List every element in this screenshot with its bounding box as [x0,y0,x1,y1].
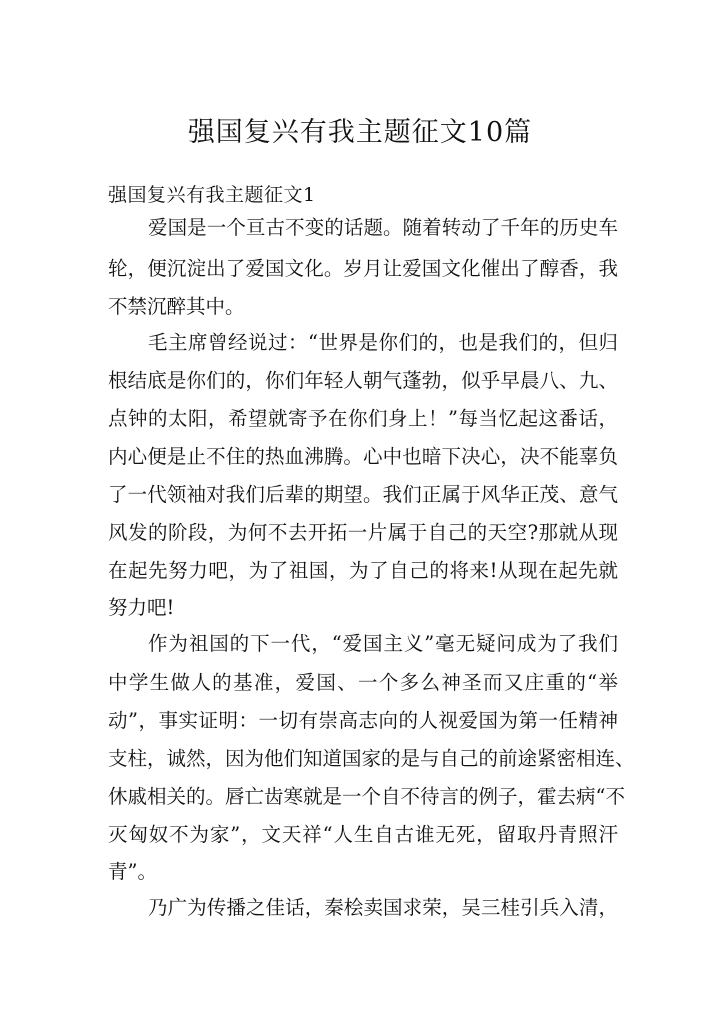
paragraph-line: 灭匈奴不为家”，文天祥“人生自古谁无死，留取丹青照汗 [108,823,618,846]
paragraph-line: 风发的阶段，为何不去开拓一片属于自己的天空?那就从现 [108,521,618,544]
paragraph-line: 不禁沉醉其中。 [108,295,245,318]
paragraph-line: 根结底是你们的，你们年轻人朝气蓬勃，似乎早晨八、九、 [108,369,618,392]
paragraph-line: 内心便是止不住的热血沸腾。心中也暗下决心，决不能辜负 [108,445,618,468]
paragraph-line: 努力吧! [108,596,175,619]
paragraph-line: 轮，便沉淀出了爱国文化。岁月让爱国文化催出了醇香，我 [108,257,618,280]
document-title: 强国复兴有我主题征文10篇 [187,117,533,148]
paragraph-line: 中学生做人的基准，爱国、一个多么神圣而又庄重的“举 [108,671,618,694]
paragraph-line: 青”。 [108,860,157,883]
paragraph-line: 动”，事实证明：一切有崇高志向的人视爱国为第一任精神 [108,709,618,732]
paragraph-line: 点钟的太阳，希望就寄予在你们身上！”每当忆起这番话， [108,407,618,430]
paragraph-line: 作为祖国的下一代，“爱国主义”毫无疑问成为了我们 [148,632,618,655]
paragraph-line: 了一代领袖对我们后辈的期望。我们正属于风华正茂、意气 [108,483,618,506]
paragraph-line: 毛主席曾经说过：“世界是你们的，也是我们的，但归 [148,331,618,354]
paragraph-line: 爱国是一个亘古不变的话题。随着转动了千年的历史车 [148,216,618,239]
paragraph-line: 支柱，诚然，因为他们知道国家的是与自己的前途紧密相连、 [108,747,635,770]
section-heading: 强国复兴有我主题征文1 [108,184,316,206]
paragraph-line: 乃广为传播之佳话，秦桧卖国求荣，吴三桂引兵入清， [148,896,618,919]
paragraph-line: 在起先努力吧，为了祖国，为了自己的将来!从现在起先就 [108,559,618,582]
paragraph-line: 休戚相关的。唇亡齿寒就是一个自不待言的例子，霍去病“不 [108,785,625,808]
